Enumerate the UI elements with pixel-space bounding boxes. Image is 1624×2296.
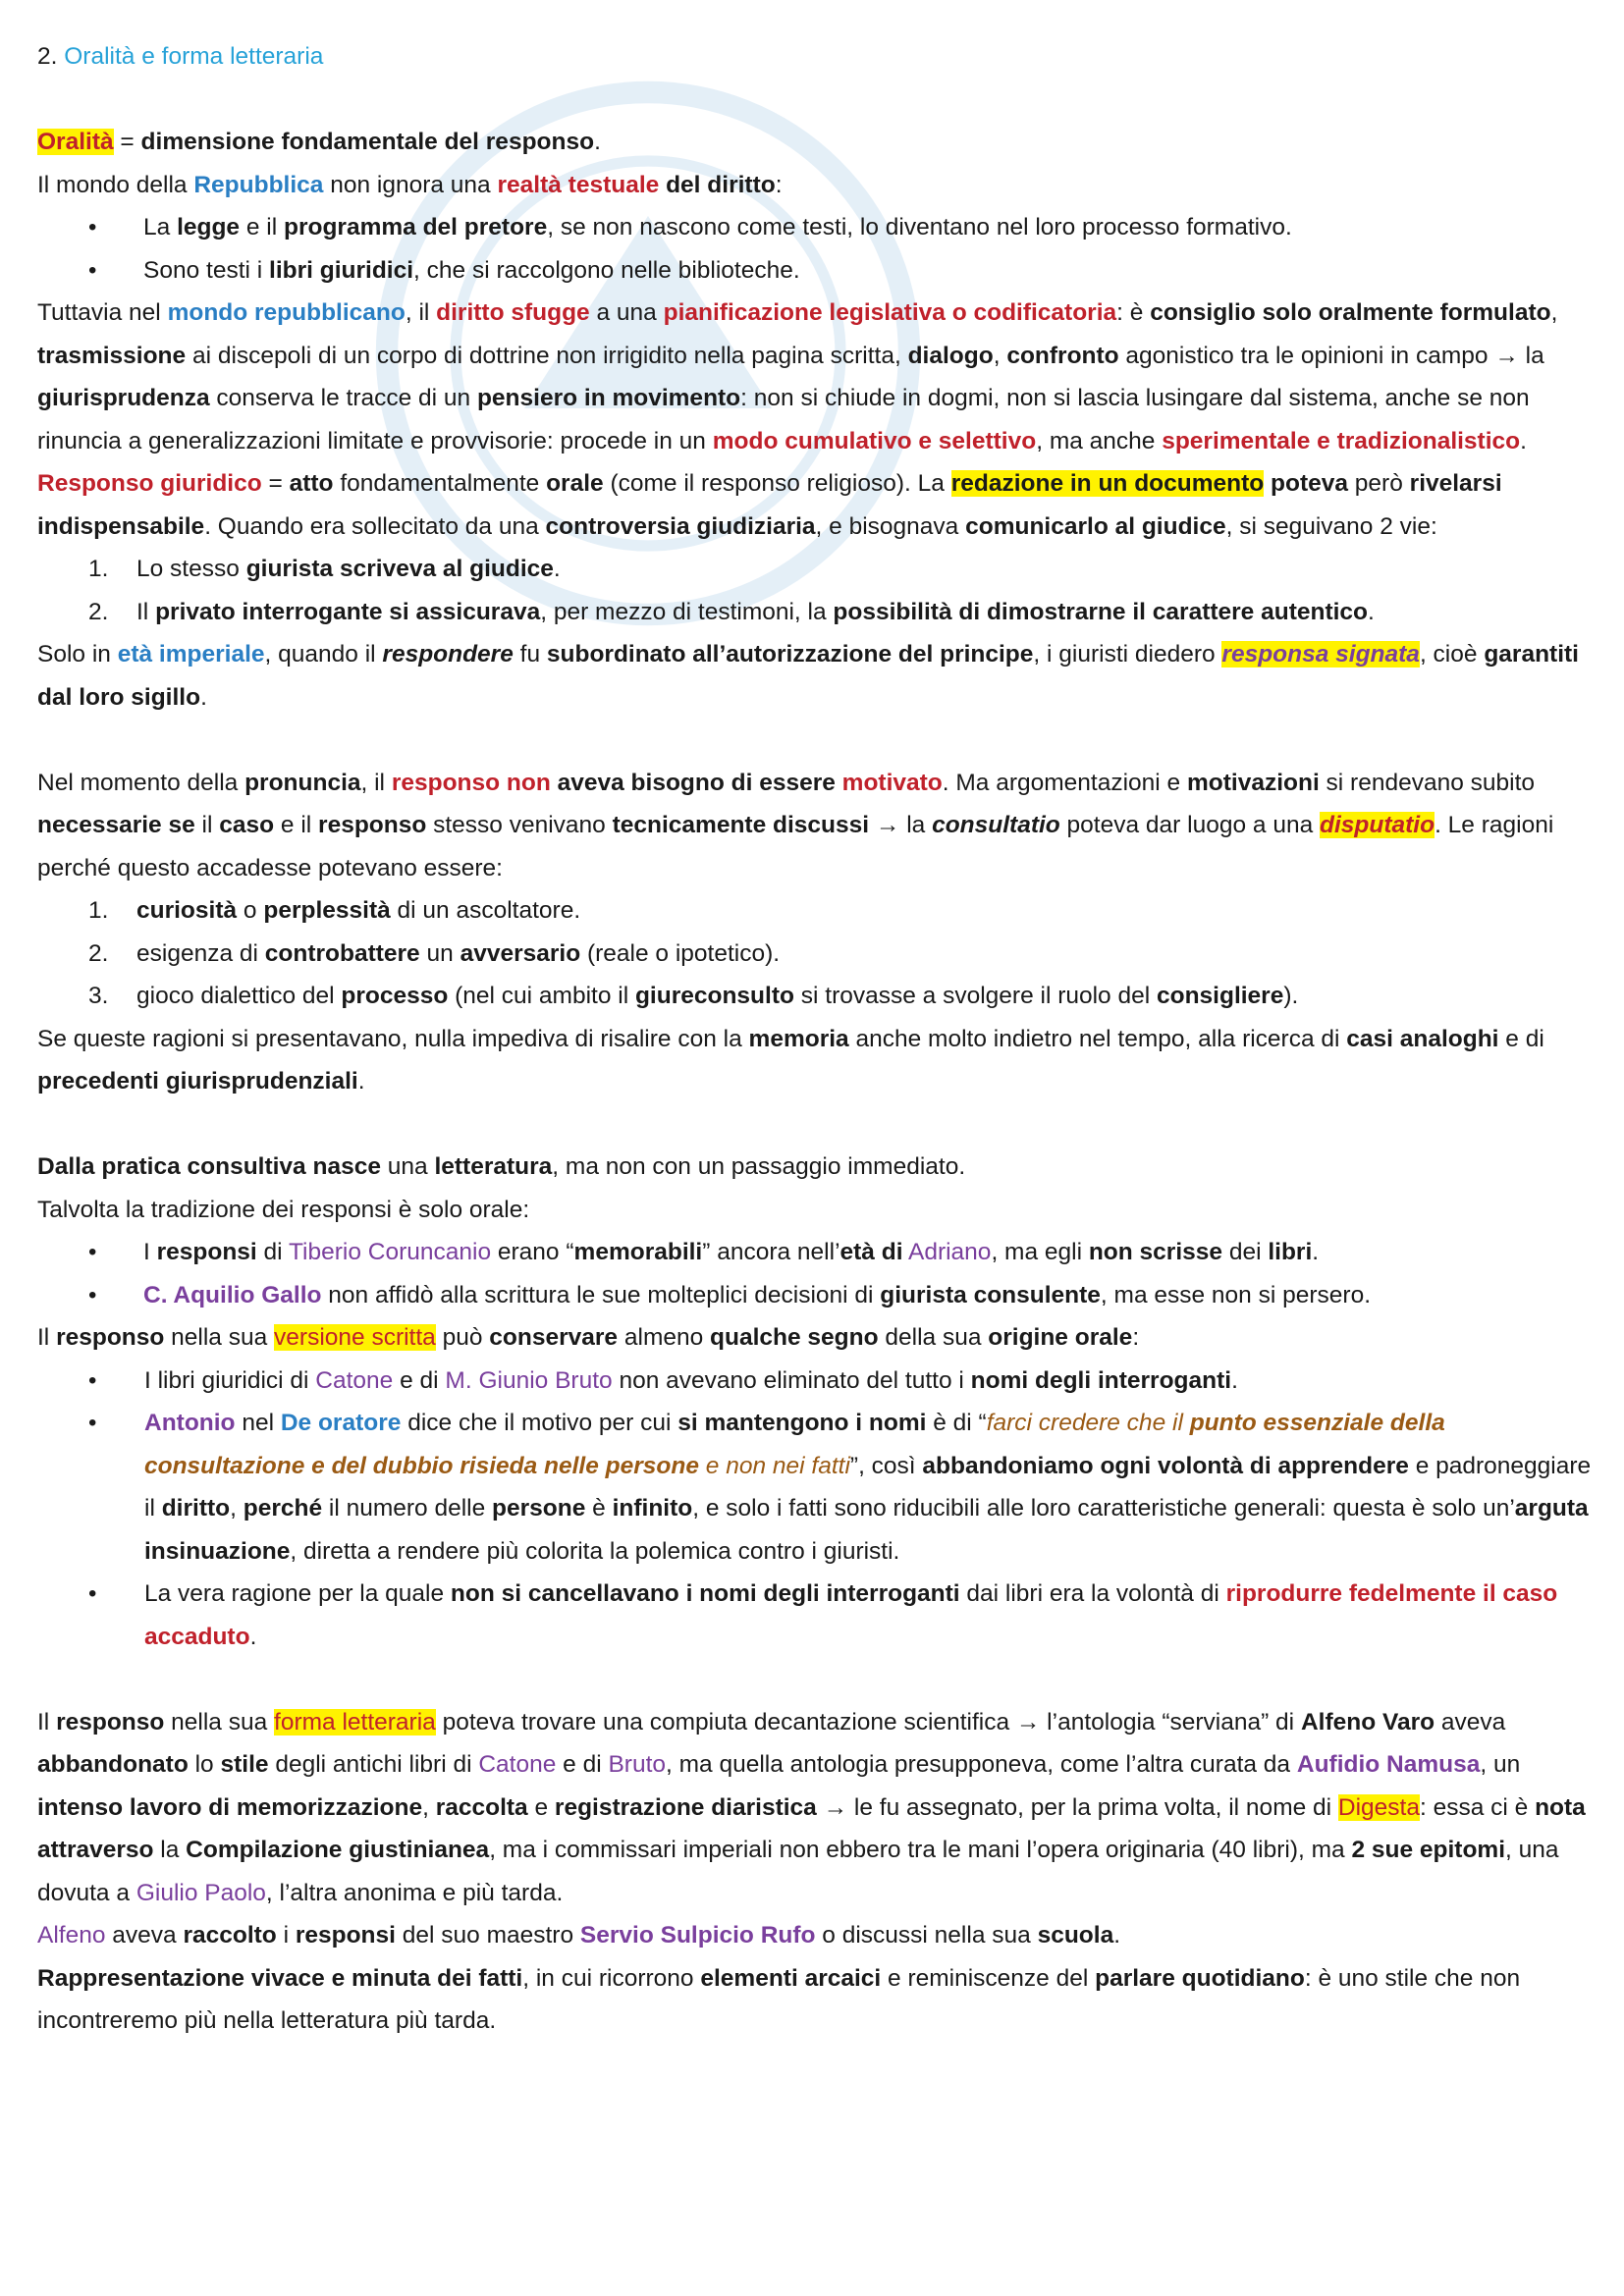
list-item: 2. Il privato interrogante si assicurava, per mezzo di testimoni, la possibilità di dimostrarne il carattere autentico. [88, 598, 1375, 625]
document-page [37, 35, 1598, 2043]
paragraph-memoria: Se queste ragioni si presentavano, nulla impediva di risalire con la memoria anche molto indietro nel tempo, alla ricerca di casi analoghi e di precedenti giurisprudenziali. [37, 1025, 1544, 1095]
numbered-list [37, 889, 1598, 1018]
paragraph-versione-scritta: Il responso nella sua versione scritta può conservare almeno qualche segno della sua origine orale: [37, 1324, 1140, 1351]
paragraph-eta-imperiale: Solo in età imperiale, quando il respondere fu subordinato all’autorizzazione del principe, i giuristi diedero responsa signata, cioè garantiti dal loro sigillo. [37, 641, 1579, 711]
list-item: 1. Lo stesso giurista scriveva al giudice. [88, 556, 561, 582]
paragraph-pratica-consultiva: Dalla pratica consultiva nasce una letteratura, ma non con un passaggio immediato. [37, 1153, 966, 1180]
list-item: • I libri giuridici di Catone e di M. Giunio Bruto non avevano eliminato del tutto i nomi degli interroganti. [37, 1360, 1598, 1403]
bullet-list [37, 1231, 1598, 1316]
list-item: • Antonio nel De oratore dice che il motivo per cui si mantengono i nomi è di “farci credere che il punto essenziale della consultazione e del dubbio risieda nelle persone e non nei fatti”, così abbandoniamo ogni volontà di apprendere e padroneggiare il diritto, perché il numero delle persone è infinito, e solo i fatti sono riducibili alle loro caratteristiche generali: questa è solo un’arguta insinuazione, diretta a rendere più colorita la polemica contro i giuristi. [37, 1402, 1598, 1573]
bullet-list [37, 1360, 1598, 1659]
list-item: 2. esigenza di controbattere un avversario (reale o ipotetico). [88, 939, 781, 967]
paragraph-tuttavia: Tuttavia nel mondo repubblicano, il diritto sfugge a una pianificazione legislativa o codificatoria: è consiglio solo oralmente formulato, trasmissione ai discepoli di un corpo di dottrine non irrigidito nella pagina scritta, dialogo, confronto agonistico tra le opinioni in campo → la giurisprudenza conserva le tracce di un pensiero in movimento: non si chiude in dogmi, non si lascia lusingare dal sistema, anche se non rinuncia a generalizzazioni limitate e provvisorie: procede in un modo cumulativo e selettivo, ma anche sperimentale e tradizionalistico. [37, 299, 1558, 454]
paragraph-pronuncia: Nel momento della pronuncia, il responso non aveva bisogno di essere motivato. Ma argomentazioni e motivazioni si rendevano subito necessarie se il caso e il responso stesso venivano tecnicamente discussi → la consultatio poteva dar luogo a una disputatio. Le ragioni perché questo accadesse potevano essere: [37, 769, 1554, 881]
list-item: 3. gioco dialettico del processo (nel cui ambito il giureconsulto si trovasse a svolgere il ruolo del consigliere). [88, 983, 1299, 1009]
paragraph-rappresentazione: Rappresentazione vivace e minuta dei fatti, in cui ricorrono elementi arcaici e reminiscenze del parlare quotidiano: è uno stile che non incontreremo più nella letteratura più tarda. [37, 1964, 1521, 2034]
list-item: • La vera ragione per la quale non si cancellavano i nomi degli interroganti dai libri era la volontà di riprodurre fedelmente il caso accaduto. [37, 1573, 1598, 1658]
list-item: • I responsi di Tiberio Coruncanio erano “memorabili” ancora nell’età di Adriano, ma egli non scrisse dei libri. [37, 1231, 1598, 1274]
list-item: • La legge e il programma del pretore, se non nascono come testi, lo diventano nel loro processo formativo. [37, 206, 1598, 249]
paragraph-forma-letteraria: Il responso nella sua forma letteraria poteva trovare una compiuta decantazione scientifica → l’antologia “serviana” di Alfeno Varo aveva abbandonato lo stile degli antichi libri di Catone e di Bruto, ma quella antologia presupponeva, come l’altra curata da Aufidio Namusa, un intenso lavoro di memorizzazione, raccolta e registrazione diaristica → le fu assegnato, per la prima volta, il nome di Digesta: essa ci è nota attraverso la Compilazione giustinianea, ma i commissari imperiali non ebbero tra le mani l’opera originaria (40 libri), ma 2 sue epitomi, una dovuta a Giulio Paolo, l’altra anonima e più tarda. [37, 1708, 1586, 1906]
list-item: 1. curiosità o perplessità di un ascoltatore. [88, 897, 581, 924]
paragraph-tradizione: Talvolta la tradizione dei responsi è solo orale: [37, 1196, 530, 1223]
list-item: • Sono testi i libri giuridici, che si raccolgono nelle biblioteche. [37, 249, 1598, 293]
paragraph-responso-giuridico: Responso giuridico = atto fondamentalmente orale (come il responso religioso). La redazione in un documento poteva però rivelarsi indispensabile. Quando era sollecitato da una controversia giudiziaria, e bisognava comunicarlo al giudice, si seguivano 2 vie: [37, 470, 1502, 540]
bullet-list [37, 206, 1598, 292]
section-heading: 2. Oralità e forma letteraria [37, 43, 324, 70]
paragraph-mondo: Il mondo della Repubblica non ignora una realtà testuale del diritto: [37, 171, 783, 198]
paragraph-alfeno: Alfeno aveva raccolto i responsi del suo maestro Servio Sulpicio Rufo o discussi nella sua scuola. [37, 1922, 1121, 1949]
numbered-list [37, 548, 1598, 633]
paragraph-oralita: Oralità = dimensione fondamentale del responso. [37, 129, 601, 155]
list-item: • C. Aquilio Gallo non affidò alla scrittura le sue molteplici decisioni di giurista consulente, ma esse non si persero. [37, 1274, 1598, 1317]
